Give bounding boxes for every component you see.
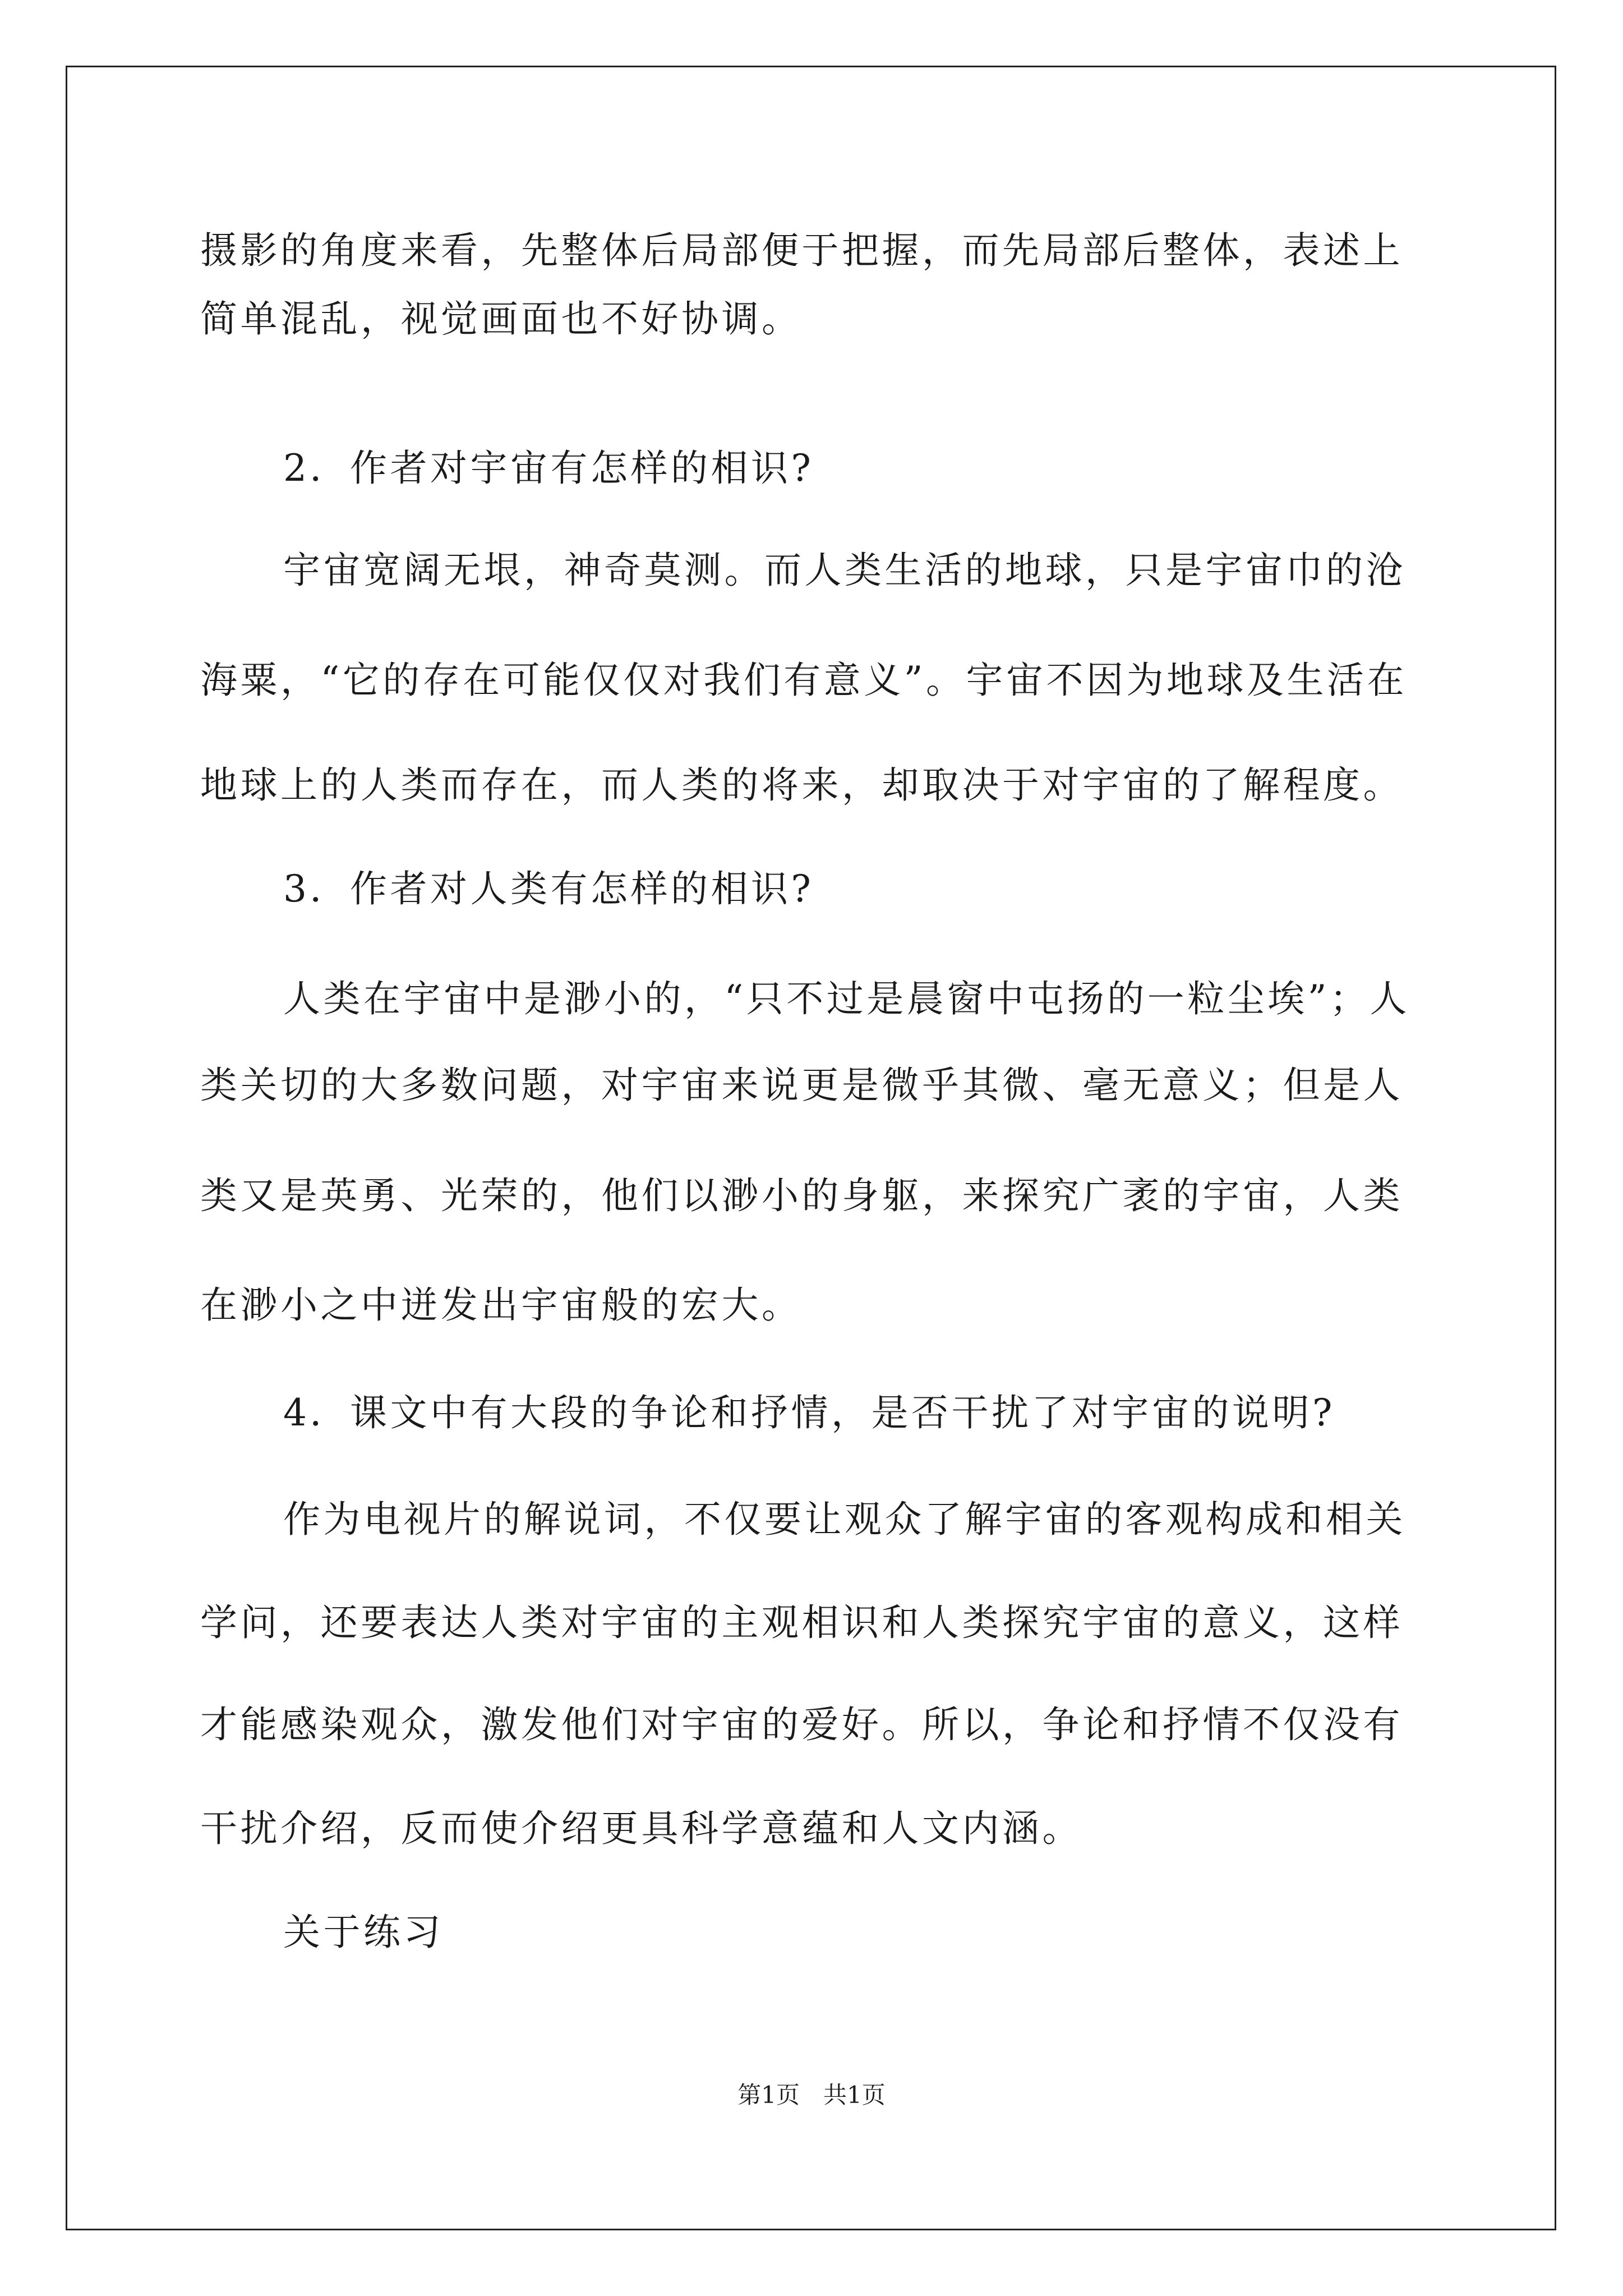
paragraph-line: 在渺小之中迸发出宇宙般的宏大。 — [200, 1283, 802, 1327]
paragraph-line: 作为电视片的解说词，不仅要让观众了解宇宙的客观构成和相关 — [283, 1498, 1406, 1541]
paragraph-line: 学问，还要表达人类对宇宙的主观相识和人类探究宇宙的意义，这样 — [200, 1601, 1403, 1644]
question-3: 3．作者对人类有怎样的相识? — [283, 867, 814, 910]
paragraph-line: 海粟，“它的存在可能仅仅对我们有意义”。宇宙不因为地球及生活在 — [200, 659, 1407, 702]
paragraph-line: 简单混乱，视觉画面也不好协调。 — [200, 297, 802, 341]
paragraph-line: 摄影的角度来看，先整体后局部便于把握，而先局部后整体，表述上 — [200, 229, 1403, 272]
paragraph-line: 地球上的人类而存在，而人类的将来，却取决于对宇宙的了解程度。 — [200, 763, 1403, 807]
paragraph-line: 干扰介绍，反而使介绍更具科学意蕴和人文内涵。 — [200, 1807, 1082, 1850]
paragraph-line: 类关切的大多数问题，对宇宙来说更是微乎其微、毫无意义；但是人 — [200, 1064, 1403, 1107]
page-number-footer: 第1页 共1页 — [737, 2081, 886, 2109]
paragraph-line: 宇宙宽阔无垠，神奇莫测。而人类生活的地球，只是宇宙巾的沧 — [283, 549, 1406, 592]
paragraph-line: 人类在宇宙中是渺小的，“只不过是晨窗中屯扬的一粒尘埃”；人 — [283, 977, 1410, 1020]
page-border — [66, 66, 1556, 2230]
question-4: 4．课文中有大段的争论和抒情，是否干扰了对宇宙的说明? — [283, 1391, 1335, 1434]
question-2: 2．作者对宇宙有怎样的相识? — [283, 447, 814, 490]
paragraph-line: 类又是英勇、光荣的，他们以渺小的身躯，来探究广袤的宇宙，人类 — [200, 1174, 1403, 1217]
section-heading: 关于练习 — [283, 1911, 444, 1954]
paragraph-line: 才能感染观众，激发他们对宇宙的爱好。所以，争论和抒情不仅没有 — [200, 1703, 1403, 1746]
